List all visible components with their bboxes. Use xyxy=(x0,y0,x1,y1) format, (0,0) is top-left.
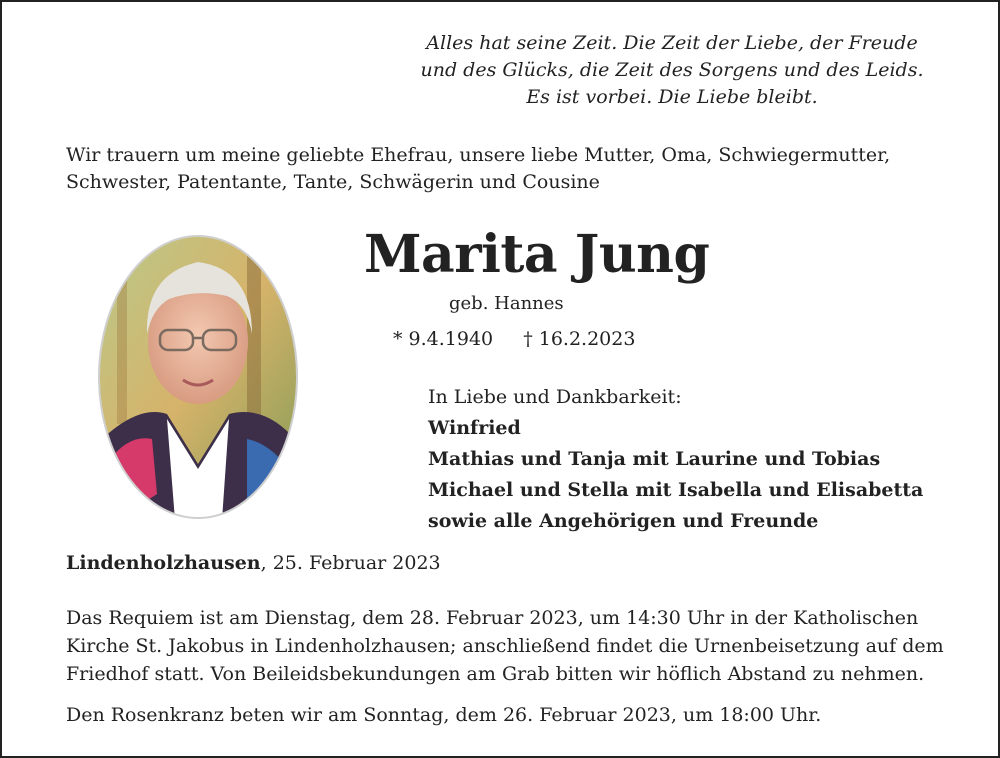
mourners-heading: In Liebe und Dankbarkeit: xyxy=(428,386,682,408)
mourner-line: Winfried xyxy=(428,417,521,439)
rosary-notice: Den Rosenkranz beten wir am Sonntag, dem 26. Februar 2023, um 18:00 Uhr. xyxy=(66,704,822,726)
portrait-photo xyxy=(97,234,299,520)
requiem-notice xyxy=(66,604,946,688)
quote-line-1: Alles hat seine Zeit. Die Zeit der Liebe, der Freude xyxy=(426,32,918,54)
notice-date: , 25. Februar 2023 xyxy=(260,552,441,574)
quote-line-3: Es ist vorbei. Die Liebe bleibt. xyxy=(526,86,818,108)
mourner-line: Mathias und Tanja mit Laurine und Tobias xyxy=(428,448,881,470)
intro-line-2: Schwester, Patentante, Tante, Schwägerin und Cousine xyxy=(66,171,600,193)
place-and-date xyxy=(66,552,441,574)
death-date: † 16.2.2023 xyxy=(523,328,636,350)
mourners-block xyxy=(428,382,923,537)
deceased-name: Marita Jung xyxy=(364,224,710,285)
maiden-name: geb. Hannes xyxy=(449,293,564,314)
life-dates xyxy=(393,328,635,350)
requiem-line-2: Kirche St. Jakobus in Lindenholzhausen; anschließend findet die Urnenbeisetzung auf dem xyxy=(66,635,944,657)
place-name: Lindenholzhausen xyxy=(66,552,261,574)
mourner-line: sowie alle Angehörigen und Freunde xyxy=(428,510,819,532)
requiem-line-3: Friedhof statt. Von Beileidsbekundungen am Grab bitten wir höflich Abstand zu nehmen. xyxy=(66,663,925,685)
intro-text xyxy=(66,142,946,196)
birth-date: * 9.4.1940 xyxy=(393,328,494,350)
intro-line-1: Wir trauern um meine geliebte Ehefrau, unsere liebe Mutter, Oma, Schwiegermutter, xyxy=(66,144,891,166)
quote-line-2: und des Glücks, die Zeit des Sorgens und des Leids. xyxy=(420,59,924,81)
mourner-line: Michael und Stella mit Isabella und Elisabetta xyxy=(428,479,924,501)
requiem-line-1: Das Requiem ist am Dienstag, dem 28. Februar 2023, um 14:30 Uhr in der Katholischen xyxy=(66,607,919,629)
